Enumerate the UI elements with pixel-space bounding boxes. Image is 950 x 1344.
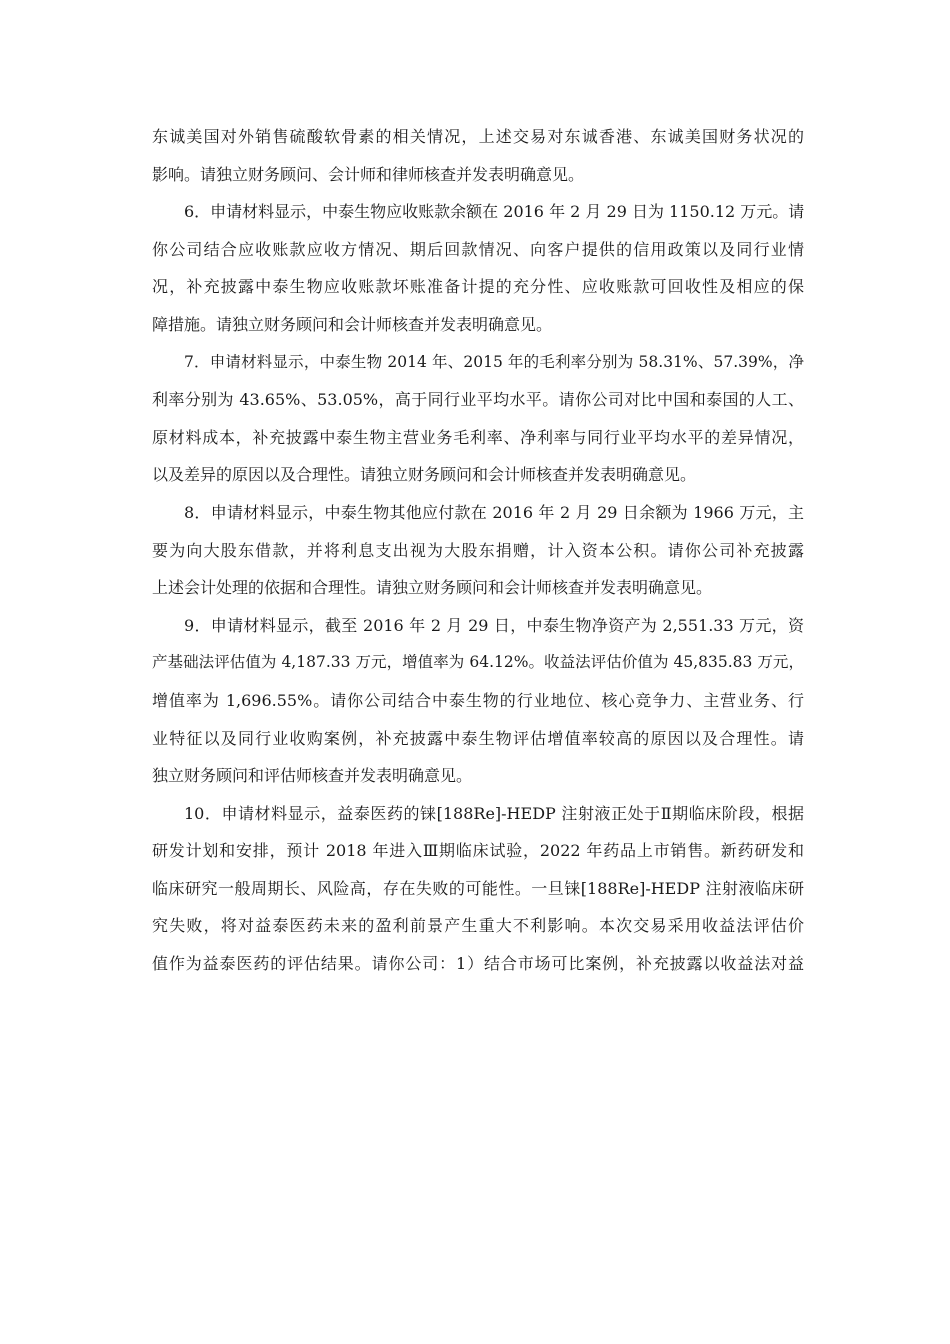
text-line-1: 东诚美国对外销售硫酸软骨素的相关情况，上述交易对东诚香港、东诚美国财务状况的	[152, 127, 804, 146]
text-line-13: 上述会计处理的依据和合理性。请独立财务顾问和会计师核查并发表明确意见。	[152, 578, 713, 598]
text-line-6: 障措施。请独立财务顾问和会计师核查并发表明确意见。	[152, 314, 553, 334]
text-line-10: 以及差异的原因以及合理性。请独立财务顾问和会计师核查并发表明确意见。	[152, 465, 697, 485]
text-line-5: 况，补充披露中泰生物应收账款坏账准备计提的充分性、应收账款可回收性及相应的保	[152, 277, 804, 297]
text-line-7: 7．申请材料显示，中泰生物 2014 年、2015 年的毛利率分别为 58.31%、57.39%，净	[184, 352, 804, 371]
text-line-11: 8．申请材料显示，中泰生物其他应付款在 2016 年 2 月 29 日余额为 1966 万元，主	[184, 502, 804, 522]
text-line-16: 增值率为 1,696.55%。请你公司结合中泰生物的行业地位、核心竞争力、主营业务、行	[152, 690, 804, 710]
text-line-18: 独立财务顾问和评估师核查并发表明确意见。	[152, 766, 473, 786]
text-line-15: 产基础法评估值为 4,187.33 万元，增值率为 64.12%。收益法评估价值为 45,835.83 万元，	[152, 653, 804, 672]
text-line-8: 利率分别为 43.65%、53.05%，高于同行业平均水平。请你公司对比中国和泰国的人工、	[152, 390, 804, 410]
text-line-21: 临床研究一般周期长、风险高，存在失败的可能性。一旦铼[188Re]-HEDP 注射液临床研	[152, 878, 804, 898]
text-line-2: 影响。请独立财务顾问、会计师和律师核查并发表明确意见。	[152, 164, 585, 184]
text-line-14: 9．申请材料显示，截至 2016 年 2 月 29 日，中泰生物净资产为 2,551.33 万元，资	[184, 615, 804, 635]
text-line-12: 要为向大股东借款，并将利息支出视为大股东捐赠，计入资本公积。请你公司补充披露	[152, 540, 804, 560]
text-line-22: 究失败，将对益泰医药未来的盈利前景产生重大不利影响。本次交易采用收益法评估价	[152, 916, 804, 936]
text-line-9: 原材料成本，补充披露中泰生物主营业务毛利率、净利率与同行业平均水平的差异情况，	[152, 427, 804, 447]
document-body	[152, 118, 804, 983]
text-line-19: 10．申请材料显示，益泰医药的铼[188Re]-HEDP 注射液正处于Ⅱ期临床阶段，根据	[184, 803, 804, 823]
text-line-20: 研发计划和安排，预计 2018 年进入Ⅲ期临床试验，2022 年药品上市销售。新药研发和	[152, 841, 804, 861]
text-line-23: 值作为益泰医药的评估结果。请你公司：1）结合市场可比案例，补充披露以收益法对益	[152, 954, 804, 974]
text-line-17: 业特征以及同行业收购案例，补充披露中泰生物评估增值率较高的原因以及合理性。请	[152, 728, 804, 748]
text-line-4: 你公司结合应收账款应收方情况、期后回款情况、向客户提供的信用政策以及同行业情	[152, 239, 804, 259]
text-line-3: 6．申请材料显示，中泰生物应收账款余额在 2016 年 2 月 29 日为 1150.12 万元。请	[184, 202, 805, 222]
